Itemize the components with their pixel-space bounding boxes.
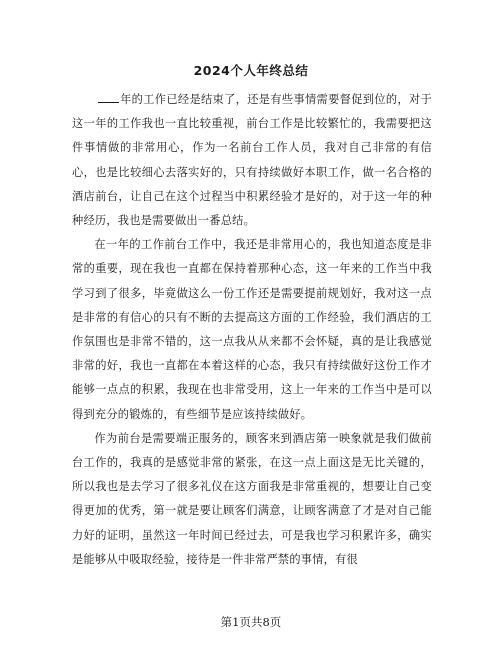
paragraph-1-text: 年的工作已经是结束了，还是有些事情需要督促到位的，对于这一年的工作我也一直比较重视，前台工作是比较繁忙的，我需要把这件事情做的非常用心，作为一名前台工作人员，我对自己非常的有信心，也是比较细心去落实好的，只有持续做好本职工作，做一名合格的酒店前台，让自己在这个过程当中积累经验才是好的，对于这一年的种种经历，我也是需要做出一番总结。	[72, 93, 432, 228]
paragraph-3: 作为前台是需要端正服务的，顾客来到酒店第一映象就是我们做前台工作的，我真的是感觉非常的紧张，在这一点上面这是无比关键的，所以我也是去学习了很多礼仪在这方面我是非常重视的，想要让自己变得更加的优秀，第一就是要让顾客们满意，让顾客满意了才是对自己能力好的证明，虽然这一年时间已经过去，可是我也学习积累许多，确实是能够从中吸取经验，接待是一件非常严禁的事情，有很	[72, 431, 432, 566]
page-number-footer: 第1页共8页	[220, 615, 282, 629]
document-title: 2024个人年终总结	[193, 63, 309, 78]
paragraph-2: 在一年的工作前台工作中，我还是非常用心的，我也知道态度是非常的重要，现在我也一直都在保持着那种心态，这一年来的工作当中我学习到了很多，毕竟做这么一份工作还是需要提前规划好，我对这一点是非常的有信心的只有不断的去提高这方面的工作经验，我们酒店的工作氛围也是非常不错的，这一点我从从来都不会怀疑，真的是让我感觉非常的好，我也一直都在本着这样的心态，我只有持续做好这份工作才能够一点点的积累，我现在也非常受用，这上一年来的工作当中是可以得到充分的锻炼的，有些细节是应该持续做好。	[72, 238, 432, 421]
document-body	[72, 88, 432, 572]
fill-in-blank	[98, 90, 119, 103]
paragraph-1	[72, 88, 432, 233]
